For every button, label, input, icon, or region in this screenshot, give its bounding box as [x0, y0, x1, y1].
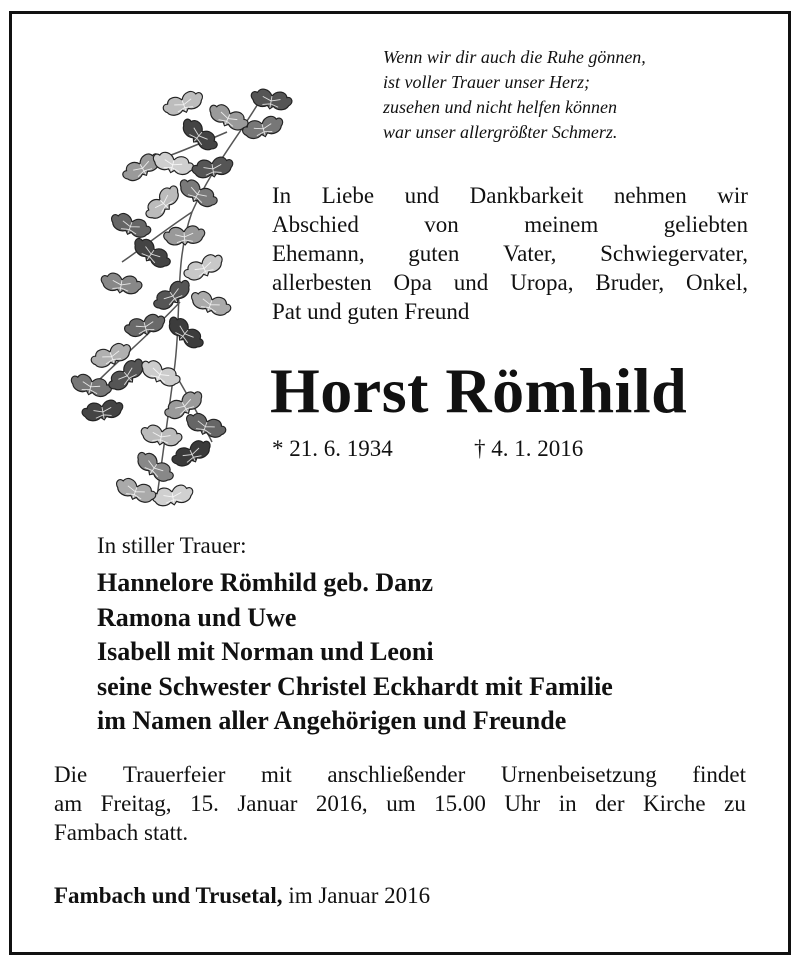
service-line	[54, 789, 746, 818]
closing-date: im Januar 2016	[282, 883, 431, 908]
mourner-line: seine Schwester Christel Eckhardt mit Familie	[97, 671, 613, 701]
word: Abschied	[272, 212, 359, 237]
intro-line	[272, 268, 748, 297]
word: Schwiegervater,	[600, 241, 748, 266]
word: findet	[692, 762, 746, 787]
word: Liebe	[321, 183, 375, 208]
word: Bruder,	[595, 270, 665, 295]
poem-line: war unser allergrößter Schmerz.	[383, 122, 618, 142]
poem-line: ist voller Trauer unser Herz;	[383, 72, 590, 92]
mourner-line: im Namen aller Angehörigen und Freunde	[97, 706, 567, 735]
service-line	[54, 760, 746, 789]
word: Uhr	[504, 791, 541, 816]
closing-places: Fambach und Trusetal,	[54, 883, 283, 908]
life-dates	[272, 434, 583, 464]
word: Vater,	[503, 241, 557, 266]
word: 15.	[190, 791, 219, 816]
ivy-leaves-icon	[62, 72, 302, 512]
mourner-line: Isabell mit Norman und Leoni	[97, 637, 434, 666]
word: in	[558, 791, 577, 816]
word: meinem	[524, 212, 599, 237]
poem	[383, 45, 763, 145]
word: und	[404, 183, 440, 208]
word: guten	[408, 241, 460, 266]
word: Freitag,	[100, 791, 172, 816]
word: am	[54, 791, 83, 816]
word: von	[424, 212, 459, 237]
word: zu	[724, 791, 746, 816]
service-info	[54, 760, 746, 847]
closing-line	[54, 881, 430, 910]
word: nehmen	[613, 183, 687, 208]
birth-date: * 21. 6. 1934	[272, 436, 393, 461]
intro-text	[272, 181, 748, 326]
service-line: Fambach statt.	[54, 820, 189, 845]
intro-line	[272, 181, 748, 210]
word: und	[453, 270, 489, 295]
word: Urnenbeisetzung	[500, 762, 657, 787]
intro-line	[272, 239, 748, 268]
word: geliebten	[663, 212, 748, 237]
word: Opa	[393, 270, 432, 295]
word: Onkel,	[686, 270, 748, 295]
death-date: † 4. 1. 2016	[474, 436, 584, 461]
word: Dankbarkeit	[469, 183, 584, 208]
word: Kirche	[643, 791, 706, 816]
word: allerbesten	[272, 270, 372, 295]
mourner-line: Hannelore Römhild geb. Danz	[97, 568, 434, 597]
word: anschließender	[327, 762, 466, 787]
mourner-line: Ramona und Uwe	[97, 602, 297, 632]
word: der	[595, 791, 625, 816]
poem-line: Wenn wir dir auch die Ruhe gönnen,	[383, 47, 646, 67]
mourning-label: In stiller Trauer:	[97, 533, 247, 558]
deceased-name: Horst Römhild	[270, 355, 688, 426]
word: Ehemann,	[272, 241, 365, 266]
word: Januar	[237, 791, 298, 816]
word: Trauerfeier	[122, 762, 226, 787]
intro-line	[272, 210, 748, 239]
word: In	[272, 183, 292, 208]
poem-line: zusehen und nicht helfen können	[383, 97, 617, 117]
word: Die	[54, 762, 88, 787]
word: Uropa,	[510, 270, 574, 295]
word: wir	[717, 183, 748, 208]
mourners-list	[97, 566, 613, 739]
word: mit	[261, 762, 292, 787]
word: um	[386, 791, 416, 816]
word: 15.00	[434, 791, 486, 816]
word: 2016,	[315, 791, 368, 816]
intro-line: Pat und guten Freund	[272, 299, 470, 324]
